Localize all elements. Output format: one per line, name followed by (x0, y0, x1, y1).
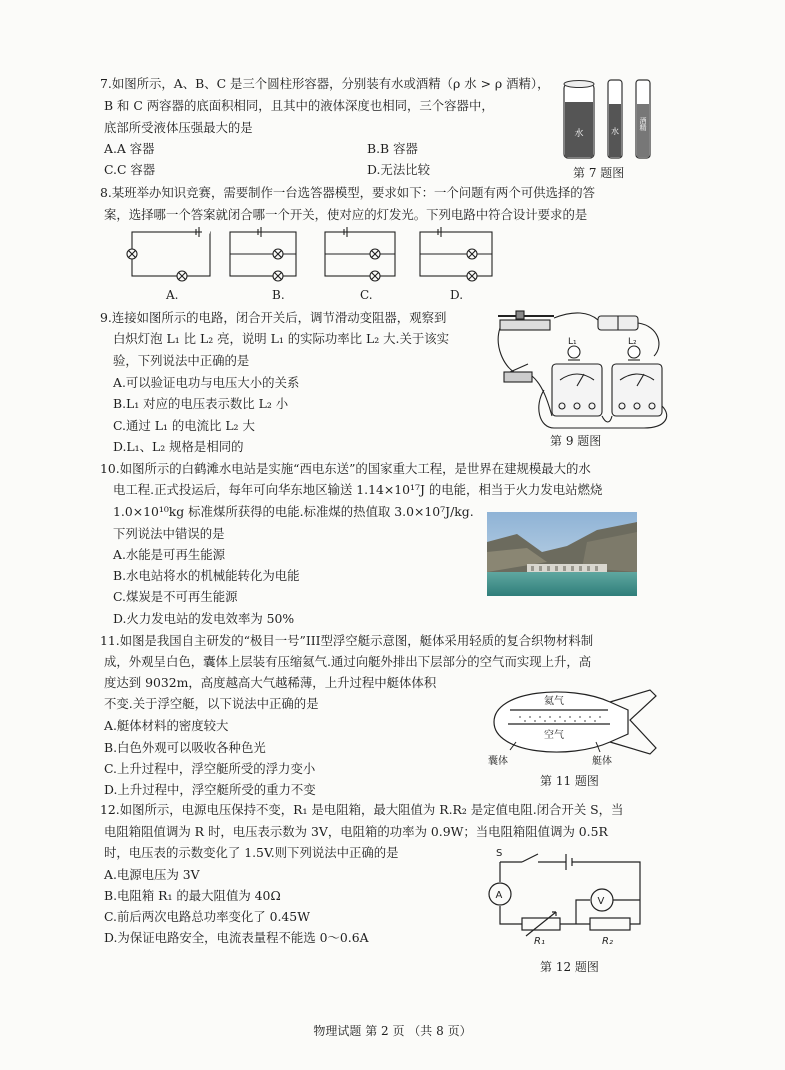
q12-stem-line1: 12.如图所示，电源电压保持不变，R₁ 是电阻箱，最大阻值为 R.R₂ 是定值电阻.闭合开关 S，当 (100, 802, 624, 817)
q10-stem-line1: 10.如图所示的白鹤滩水电站是实施“西电东送”的国家重大工程，是世界在建规模最大的水 (100, 461, 591, 476)
q9-option-c: C.通过 L₁ 的电流比 L₂ 大 (113, 418, 255, 433)
q7-liquid-c: 酒精 (639, 117, 647, 131)
q7-option-d: D.无法比较 (367, 162, 430, 177)
q10-stem-line3: 1.0×10¹⁰kg 标准煤所获得的电能.标准煤的热值取 3.0×10⁷J/kg. (113, 504, 474, 519)
q12-option-b: B.电阻箱 R₁ 的最大阻值为 40Ω (104, 888, 281, 903)
q8-label-d: D. (450, 288, 464, 302)
q8-stem-line1: 8.某班举办知识竞赛，需要制作一台选答器模型，要求如下：一个问题有两个可供选择的答 (100, 185, 596, 200)
q9-stem-line3: 验，下列说法中正确的是 (113, 353, 250, 368)
q10-option-c: C.煤炭是不可再生能源 (113, 589, 238, 604)
q8-label-a: A. (166, 288, 179, 302)
q11-stem-line1: 11.如图是我国自主研发的“极目一号”III型浮空艇示意图，艇体采用轻质的复合织物材料制 (100, 633, 594, 648)
q10-stem-line2: 电工程.正式投运后，每年可向华东地区输送 1.14×10¹⁷J 的电能，相当于火力发电站燃烧 (113, 482, 603, 497)
q11-stem-line2: 成，外观呈白色，囊体上层装有压缩氦气.通过向艇外排出下层部分的空气而实现上升，高 (104, 654, 592, 669)
q10-option-d: D.火力发电站的发电效率为 50% (113, 611, 295, 626)
q12-ammeter-label: A (495, 890, 503, 901)
q12-option-d: D.为保证电路安全，电流表量程不能选 0～0.6A (104, 930, 369, 945)
q7-caption: 第 7 题图 (573, 166, 625, 180)
q11-option-a: A.艇体材料的密度较大 (104, 718, 229, 733)
q12-option-c: C.前后两次电路总功率变化了 0.45W (104, 909, 310, 924)
q11-option-d: D.上升过程中，浮空艇所受的重力不变 (104, 782, 316, 797)
q11-option-b: B.白色外观可以吸收各种色光 (104, 740, 266, 755)
q10-dam-photo (487, 512, 637, 596)
q11-stem-line4: 不变.关于浮空艇，以下说法中正确的是 (104, 696, 319, 711)
page-footer: 物理试题 第 2 页 （共 8 页） (313, 1024, 472, 1038)
q12-voltmeter-label: V (597, 896, 605, 907)
q9-lamp1-label: L₁ (568, 337, 577, 347)
q12-r2-label: R₂ (602, 936, 613, 946)
q7-stem-line2: B 和 C 两容器的底面积相同，且其中的液体深度也相同，三个容器中， (104, 98, 494, 113)
q12-switch-label: S (496, 848, 503, 859)
q7-stem-line1: 7.如图所示，A、B、C 是三个圆柱形容器，分别装有水或酒精（ρ 水 > ρ 酒精）， (100, 76, 550, 91)
q11-hull-label: 艇体 (592, 756, 612, 767)
q7-liquid-a: 水 (574, 129, 584, 139)
q9-stem-line1: 9.连接如图所示的电路，闭合开关后，调节滑动变阻器，观察到 (100, 310, 447, 325)
q9-stem-line2: 白炽灯泡 L₁ 比 L₂ 亮，说明 L₁ 的实际功率比 L₂ 大.关于该实 (113, 331, 450, 346)
q11-airship-figure (480, 680, 660, 772)
q10-stem-line4: 下列说法中错误的是 (113, 526, 225, 541)
q12-stem-line3: 时，电压表的示数变化了 1.5V.则下列说法中正确的是 (104, 845, 399, 860)
q10-option-b: B.水电站将水的机械能转化为电能 (113, 568, 300, 583)
q11-caption: 第 11 题图 (540, 774, 599, 788)
q7-liquid-b: 水 (611, 127, 619, 136)
q8-label-b: B. (272, 288, 285, 302)
q8-label-c: C. (360, 288, 373, 302)
q11-helium-label: 氦气 (544, 696, 564, 707)
q9-caption: 第 9 题图 (550, 434, 602, 448)
q9-lamp2-label: L₂ (628, 337, 637, 347)
q7-stem-line3: 底部所受液体压强最大的是 (104, 120, 253, 135)
q8-circuit-options (120, 226, 500, 282)
q11-option-c: C.上升过程中，浮空艇所受的浮力变小 (104, 761, 316, 776)
q9-option-d: D.L₁、L₂ 规格是相同的 (113, 439, 244, 454)
q7-option-b: B.B 容器 (367, 141, 418, 156)
q12-r1-label: R₁ (534, 936, 545, 946)
q7-containers-figure (558, 72, 664, 160)
q7-option-c: C.C 容器 (104, 162, 156, 177)
q12-circuit-figure (480, 846, 660, 946)
q8-stem-line2: 案，选择哪一个答案就闭合哪一个开关，使对应的灯发光。下列电路中符合设计要求的是 (104, 207, 588, 222)
q12-option-a: A.电源电压为 3V (104, 867, 200, 882)
q9-option-b: B.L₁ 对应的电压表示数比 L₂ 小 (113, 396, 289, 411)
q9-circuit-figure (494, 306, 674, 430)
q9-option-a: A.可以验证电功与电压大小的关系 (113, 375, 300, 390)
q12-caption: 第 12 题图 (540, 960, 599, 974)
q12-stem-line2: 电阻箱阻值调为 R 时，电压表示数为 3V，电阻箱的功率为 0.9W；当电阻箱阻值调为 0.5R (104, 824, 608, 839)
q10-option-a: A.水能是可再生能源 (113, 547, 226, 562)
q11-bag-label: 囊体 (488, 756, 508, 767)
q7-option-a: A.A 容器 (104, 141, 155, 156)
q11-air-label: 空气 (544, 730, 564, 741)
q11-stem-line3: 度达到 9032m，高度越高大气越稀薄，上升过程中艇体体积 (104, 675, 437, 690)
